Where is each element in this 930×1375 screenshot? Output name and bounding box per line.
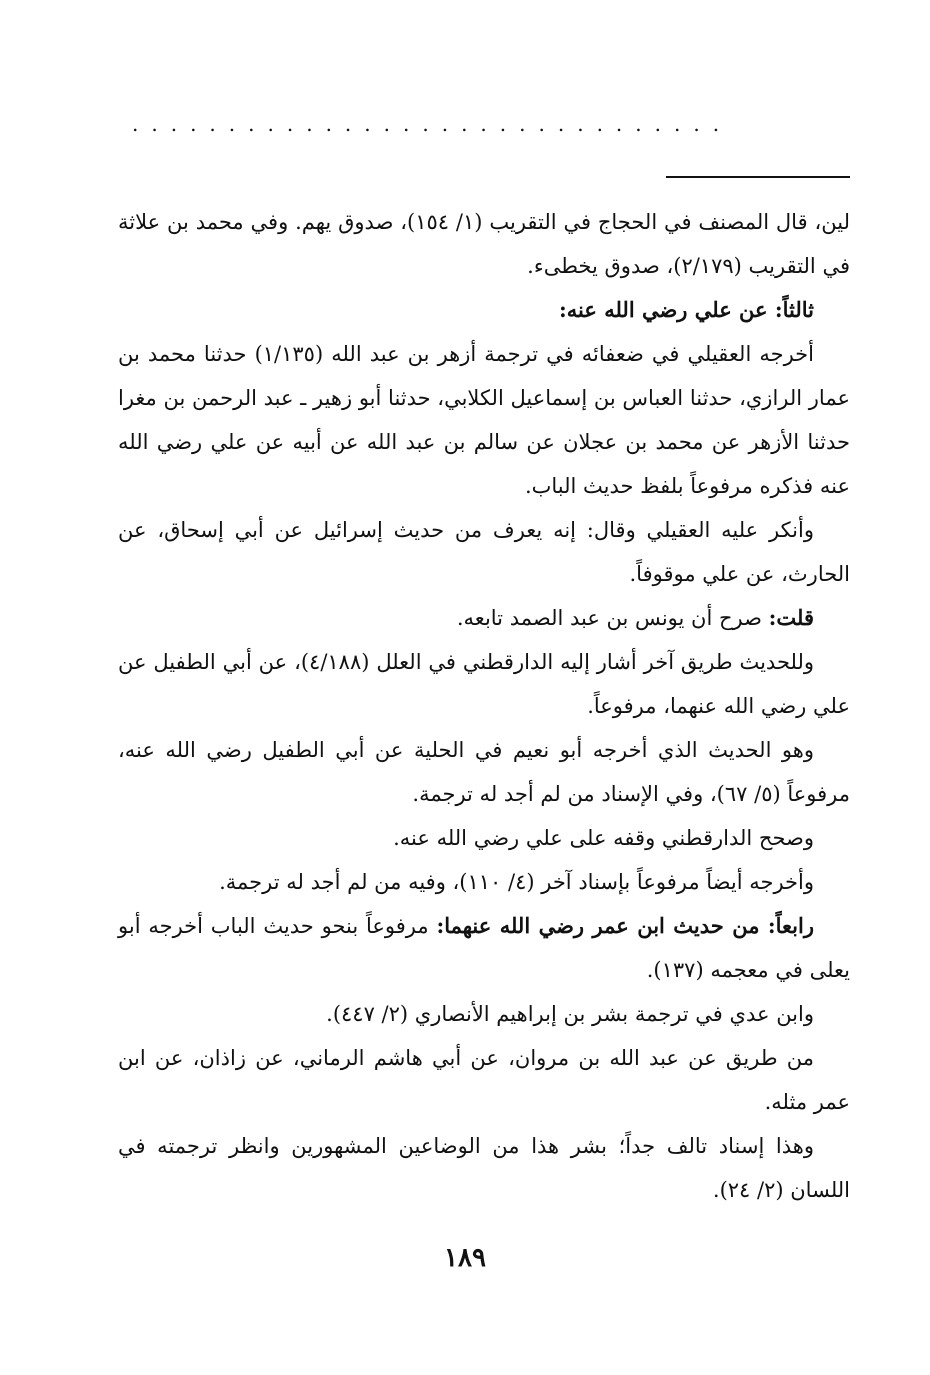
paragraph-text: وصحح الدارقطني وقفه على علي رضي الله عنه.: [393, 826, 814, 850]
section-heading-third: [118, 288, 850, 332]
paragraph: [118, 1124, 850, 1212]
dotted-separator: ...............................: [132, 112, 733, 136]
paragraph-text: لين، قال المصنف في الحجاج في التقريب (١/ ١٥٤)، صدوق يهم. وفي محمد بن علاثة في التقريب (٢/١٧٩)، صدوق يخطىء.: [118, 210, 850, 278]
paragraph-text: وأخرجه أيضاً مرفوعاً بإسناد آخر (٤/ ١١٠)، وفيه من لم أجد له ترجمة.: [219, 870, 814, 894]
paragraph-lead: رابعاً: من حديث ابن عمر رضي الله عنهما:: [436, 913, 814, 938]
paragraph: [118, 1036, 850, 1124]
paragraph: [118, 200, 850, 288]
paragraph-text: وابن عدي في ترجمة بشر بن إبراهيم الأنصاري (٢/ ٤٤٧).: [326, 1002, 814, 1026]
paragraph: [118, 728, 850, 816]
paragraph-text: أخرجه العقيلي في ضعفائه في ترجمة أزهر بن عبد الله (١/١٣٥) حدثنا محمد بن عمار الرازي، حدثنا العباس بن إسماعيل الكلابي، حدثنا أبو زهير ـ عبد الرحمن بن مغرا حدثنا الأزهر عن محمد بن عجلان عن سالم بن عبد الله عن أبيه عن علي رضي الله عنه فذكره مرفوعاً بلفظ حديث الباب.: [118, 342, 850, 498]
paragraph: [118, 332, 850, 508]
paragraph-text: مرفوعاً بنحو حديث الباب أخرجه أبو يعلى في معجمه (١٣٧).: [118, 914, 850, 982]
paragraph-text: وللحديث طريق آخر أشار إليه الدارقطني في العلل (٤/١٨٨)، عن أبي الطفيل عن علي رضي الله عنهما، مرفوعاً.: [118, 650, 850, 718]
paragraph-lead: ثالثاً: عن علي رضي الله عنه:: [559, 297, 814, 322]
paragraph: [118, 596, 850, 640]
paragraph-text: وهذا إسناد تالف جداً؛ بشر هذا من الوضاعين المشهورين وانظر ترجمته في اللسان (٢/ ٢٤).: [118, 1134, 850, 1202]
paragraph-text: وهو الحديث الذي أخرجه أبو نعيم في الحلية عن أبي الطفيل رضي الله عنه، مرفوعاً (٥/ ٦٧)، وفي الإسناد من لم أجد له ترجمة.: [118, 738, 850, 806]
body-text: [118, 200, 850, 1212]
page-number: ١٨٩: [444, 1243, 486, 1273]
section-heading-fourth: [118, 904, 850, 992]
paragraph-text: من طريق عن عبد الله بن مروان، عن أبي هاشم الرماني، عن زاذان، عن ابن عمر مثله.: [118, 1046, 850, 1114]
paragraph: [118, 640, 850, 728]
paragraph: [118, 992, 850, 1036]
paragraph: [118, 816, 850, 860]
paragraph-text: صرح أن يونس بن عبد الصمد تابعه.: [456, 606, 769, 630]
paragraph: [118, 508, 850, 596]
paragraph: [118, 860, 850, 904]
paragraph-text: وأنكر عليه العقيلي وقال: إنه يعرف من حديث إسرائيل عن أبي إسحاق، عن الحارث، عن علي موقوفاً.: [118, 518, 850, 586]
paragraph-lead: قلت:: [768, 605, 814, 630]
footnote-rule: [666, 176, 850, 178]
